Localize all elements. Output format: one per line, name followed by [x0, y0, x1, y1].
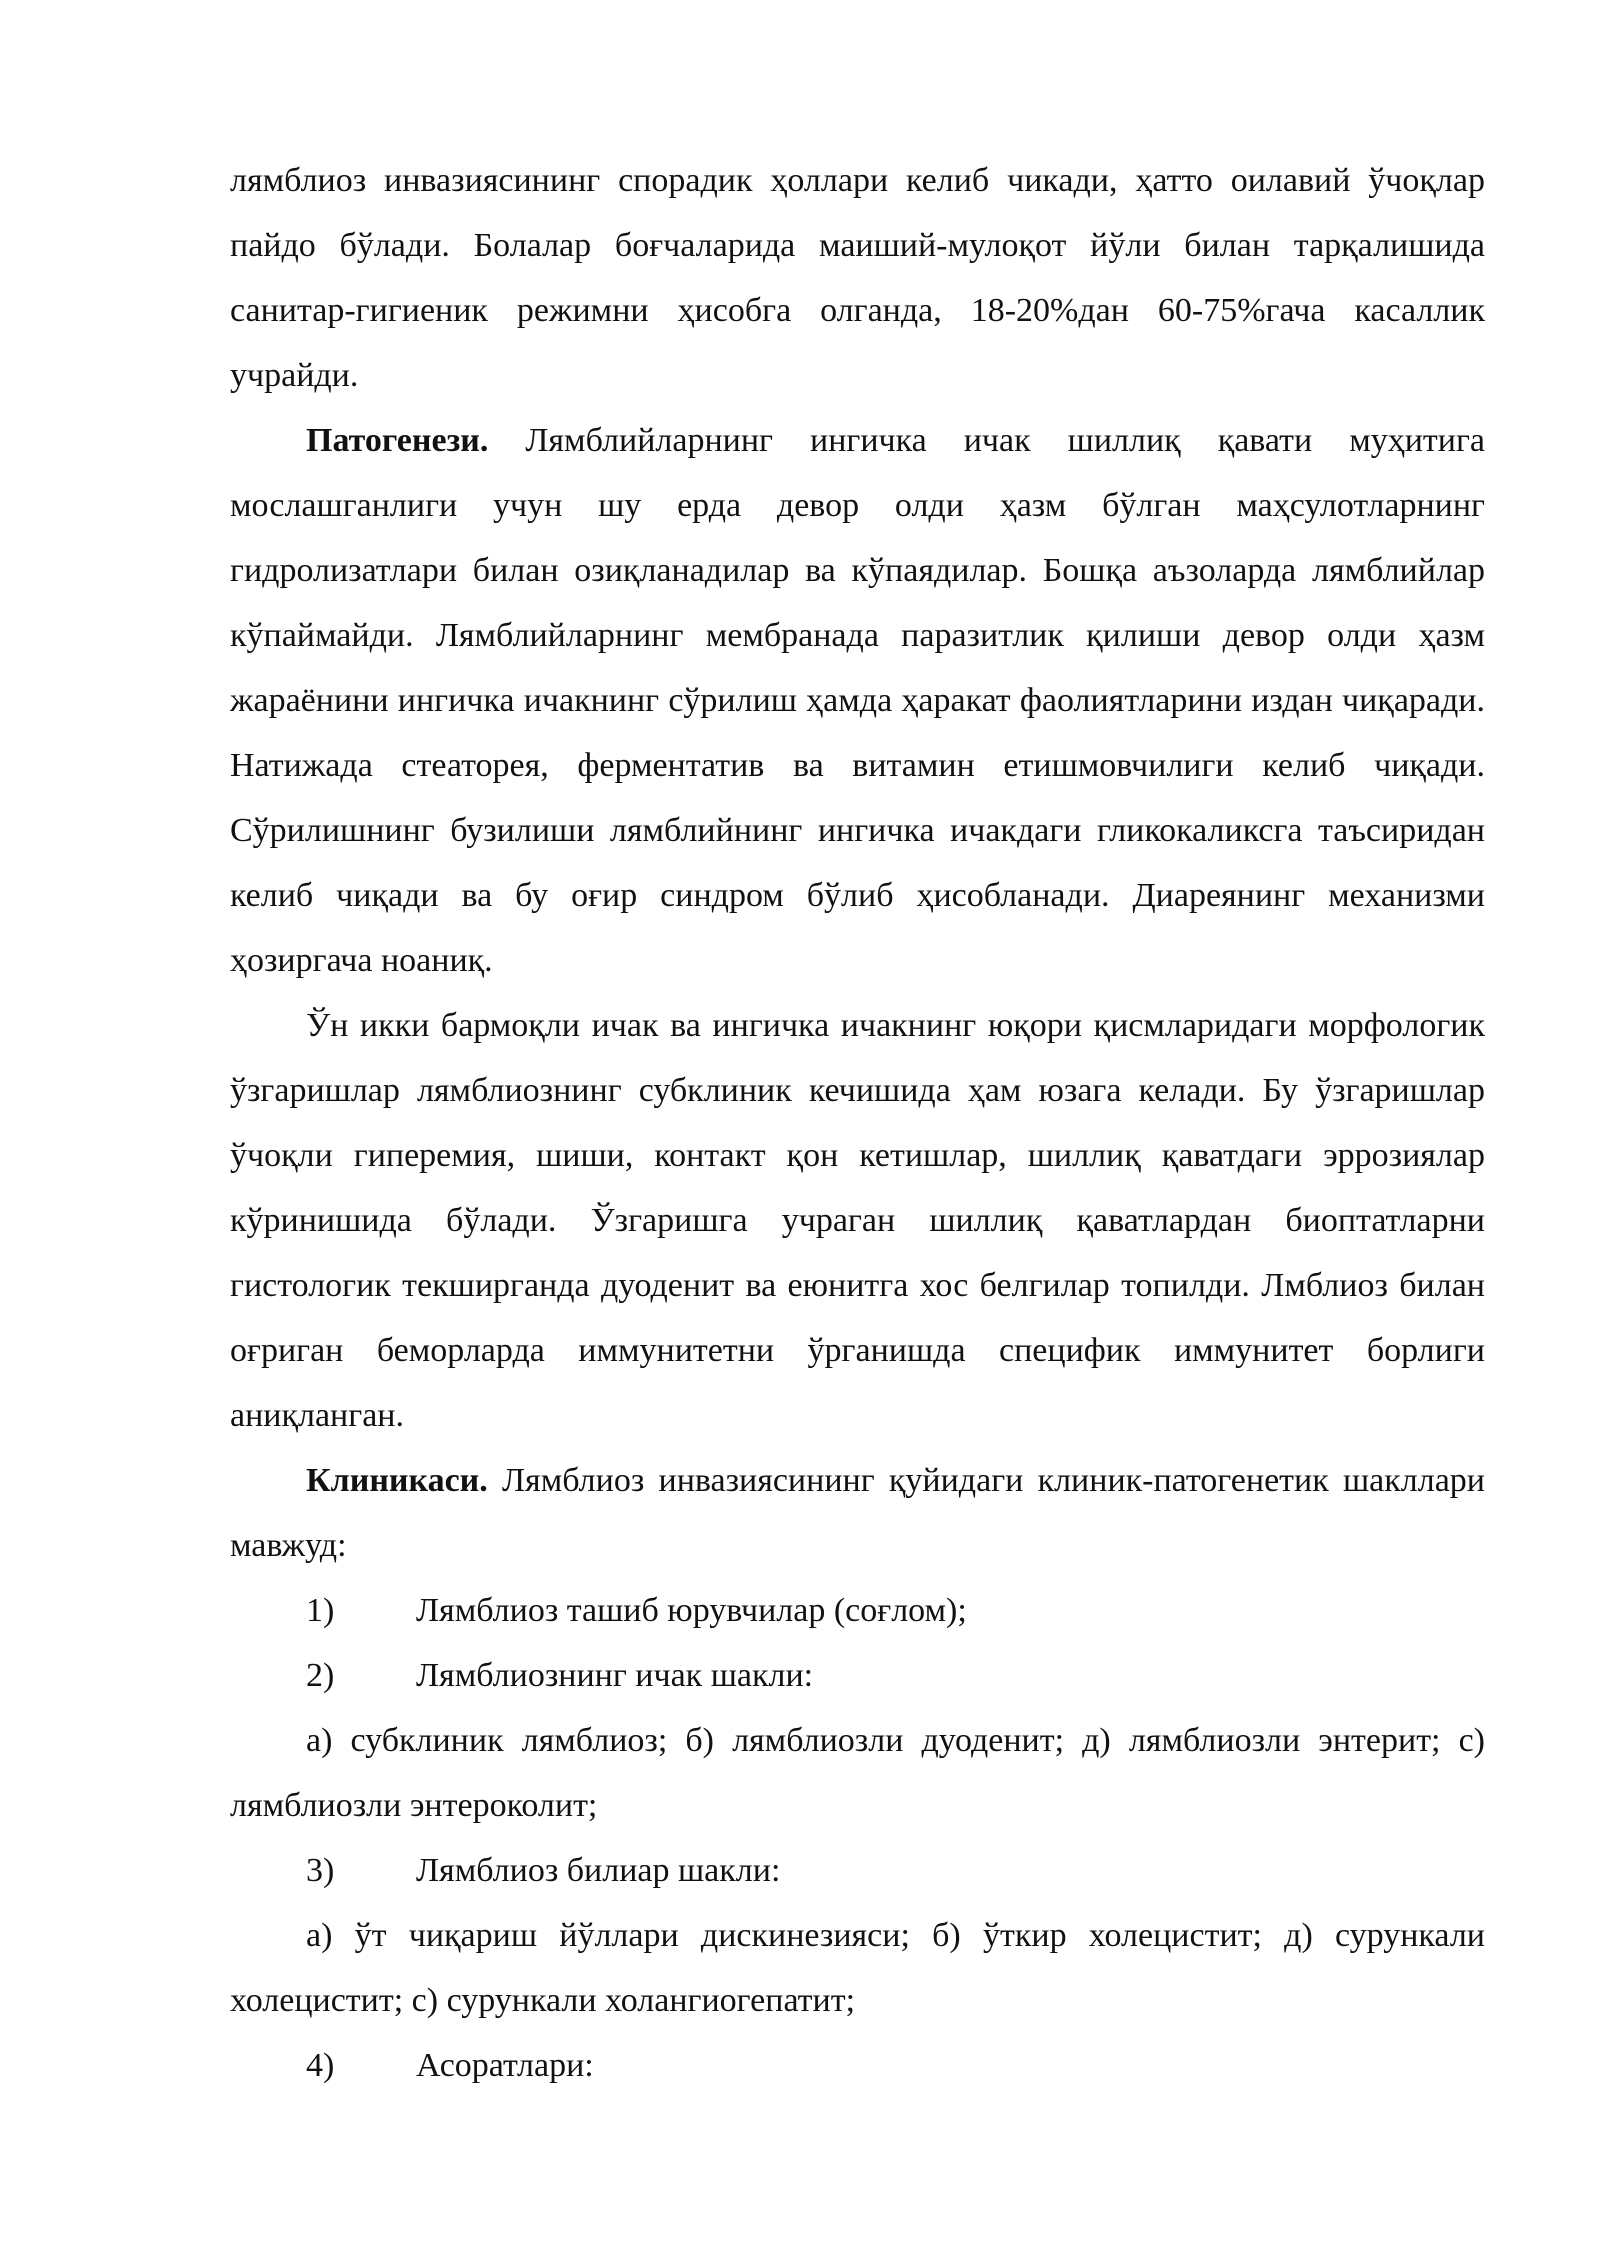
clinic-heading: Клиникаси. [306, 1462, 488, 1499]
paragraph-clinic [230, 1448, 1485, 1578]
paragraph-morphology-text: Ўн икки бармоқли ичак ва ингичка ичакнинг юқори қисмларидаги морфологик ўзгаришлар лямблиознинг субклиник кечишида ҳам юзага келади. Бу ўзгаришлар ўчоқли гиперемия, шиши, контакт қон кетишлар, шиллиқ қаватдаги эррозиялар кўринишида бўлади. Ўзгаришга учраган шиллиқ қаватлардан биоптатларни гистологик текширганда дуоденит ва еюнитга хос белгилар топилди. Лмблиоз билан оғриган беморларда иммунитетни ўрганишда специфик иммунитет борлиги аниқланган. [230, 1007, 1485, 1434]
paragraph-morphology [230, 993, 1485, 1448]
sub-item-biliary-forms: а) ўт чиқариш йўллари дискинезияси; б) ўткир холецистит; д) сурункали холецистит; с) сурункали холангиогепатит; [230, 1917, 1485, 2019]
list-number: 3) [306, 1852, 335, 1889]
paragraph-epidemiology [230, 148, 1485, 408]
paragraph-pathogenesis [230, 408, 1485, 993]
list-number: 4) [306, 2047, 335, 2084]
list-item [230, 1838, 1485, 1903]
list-item [230, 1643, 1485, 1708]
pathogenesis-heading: Патогенези. [306, 422, 489, 459]
list-number: 1) [306, 1592, 335, 1629]
list-number: 2) [306, 1657, 335, 1694]
paragraph-epidemiology-text: лямблиоз инвазиясининг спорадик ҳоллари келиб чикади, ҳатто оилавий ўчоқлар пайдо бўлади. Болалар боғчаларида маиший-мулоқот йўли билан тарқалишида санитар-гигиеник режимни ҳисобга олганда, 18-20%дан 60-75%гача касаллик учрайди. [230, 162, 1485, 394]
list-item [230, 2033, 1485, 2098]
list-text: Лямблиознинг ичак шакли: [416, 1657, 814, 1694]
clinic-text: Лямблиоз инвазиясининг қуйидаги клиник-патогенетик шакллари мавжуд: [230, 1462, 1485, 1564]
pathogenesis-text: Лямблийларнинг ингичка ичак шиллиқ қавати муҳитига мослашганлиги учун шу ерда девор олди ҳазм бўлган маҳсулотларнинг гидролизатлари билан озиқланадилар ва кўпаядилар. Бошқа аъзоларда лямблийлар кўпаймайди. Лямблийларнинг мембранада паразитлик қилиши девор олди ҳазм жараёнини ингичка ичакнинг сўрилиш ҳамда ҳаракат фаолиятларини издан чиқаради. Натижада стеаторея, ферментатив ва витамин етишмовчилиги келиб чиқади. Сўрилишнинг бузилиши лямблийнинг ингичка ичакдаги гликокаликсга таъсиридан келиб чиқади ва бу оғир синдром бўлиб ҳисобланади. Диареянинг механизми ҳозиргача ноаниқ. [230, 422, 1485, 979]
list-item [230, 1578, 1485, 1643]
list-text: Лямблиоз ташиб юрувчилар (соғлом); [416, 1592, 967, 1629]
sub-item-intestinal-forms: а) субклиник лямблиоз; б) лямблиозли дуоденит; д) лямблиозли энтерит; с) лямблиозли энтероколит; [230, 1722, 1485, 1824]
document-body [230, 148, 1485, 2098]
list-text: Лямблиоз билиар шакли: [416, 1852, 781, 1889]
list-text: Асоратлари: [416, 2047, 594, 2084]
